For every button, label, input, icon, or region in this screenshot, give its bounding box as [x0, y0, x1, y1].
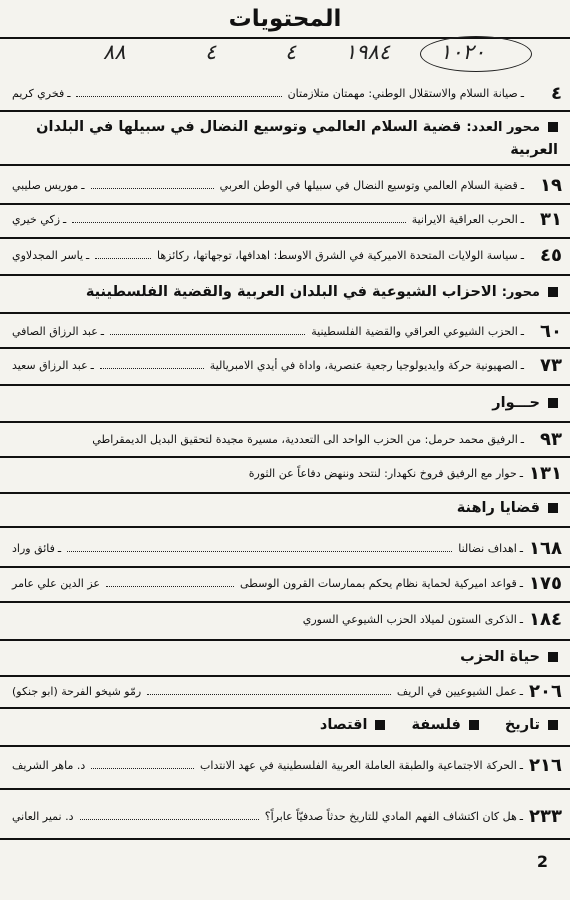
toc-entry[interactable]: ١٩ ـ قضية السلام العالمي وتوسيع النضال في سبيلها في الوطن العربي ـ موريس صليبي [12, 174, 562, 196]
dot-leader [67, 551, 452, 552]
toc-entry[interactable]: ١٦٨ ـ اهداف نضالنا ـ فائق وراد [12, 537, 562, 559]
entry-title: قواعد اميركية لحماية نظام يحكم بممارسات القرون الوسطى [239, 576, 517, 590]
section-divider [0, 675, 570, 677]
handwritten-number: ١٠٢٠ [440, 40, 486, 64]
toc-entry[interactable]: ٢٣٣ ـ هل كان اكتشاف الفهم المادي للتاريخ حدثاً صدفيّاً عابراً؟ د. نمير العاني [12, 805, 562, 827]
entry-page-number: ٢٠٦ [529, 680, 562, 702]
handwritten-circle [420, 36, 532, 72]
entry-author: فخري كريم [12, 86, 65, 100]
toc-entry[interactable]: ١٧٥ ـ قواعد اميركية لحماية نظام يحكم بممارسات القرون الوسطى عز الدين علي عامر [12, 572, 562, 594]
dot-leader [80, 819, 259, 820]
entry-divider [0, 788, 570, 790]
entry-title: الرفيق محمد حرمل: من الحزب الواحد الى التعددية، مسيرة مجيدة لتحقيق البديل الديمقراطي [92, 432, 518, 446]
entry-author: زكي خيري [12, 212, 61, 226]
section-heading: حـــوار [18, 392, 558, 415]
entry-author: د. ماهر الشريف [12, 758, 86, 772]
entry-author: ياسر المجدلاوي [12, 248, 84, 262]
entry-page-number: ٦٠ [540, 320, 562, 342]
section-heading: محور العدد: قضية السلام العالمي وتوسيع النضال في سبيلها في البلدان العربية [36, 119, 558, 158]
entry-divider [0, 347, 570, 349]
entry-page-number: ٤ [551, 82, 562, 104]
dot-leader [91, 188, 214, 189]
entry-page-number: ١٣١ [529, 462, 562, 484]
entry-author: عبد الرزاق سعيد [12, 358, 88, 372]
square-bullet-icon [548, 720, 558, 730]
section-divider [0, 526, 570, 528]
toc-entry[interactable]: ٧٣ ـ الصهيونية حركة وايديولوجيا رجعية عنصرية، واداة في أيدي الامبريالية ـ عبد الرزاق سعيد [12, 354, 562, 376]
entry-page-number: ١٨٤ [529, 608, 562, 630]
entry-author: موريس صليبي [12, 178, 79, 192]
entry-title: الحرب العراقية الايرانية [411, 212, 518, 226]
toc-entry[interactable]: ٣١ ـ الحرب العراقية الايرانية ـ زكي خيري [12, 208, 562, 230]
dot-leader [95, 258, 151, 259]
dot-leader [100, 368, 204, 369]
dot-leader [110, 334, 305, 335]
toc-entry[interactable]: ٢٠٦ ـ عمل الشيوعيين في الريف رمّو شيخو الفرحة (ابو جنكو) [12, 680, 562, 702]
entry-divider [0, 237, 570, 239]
square-bullet-icon [375, 720, 385, 730]
toc-entry[interactable]: ١٣١ ـ حوار مع الرفيق فروخ نكهدار: لنتحد وننهض دفاعاً عن الثورة [248, 462, 562, 484]
toc-entry[interactable]: ٤ ـ صيانة السلام والاستقلال الوطني: مهمتان متلازمتان ـ فخري كريم [12, 82, 562, 104]
footer-divider [0, 838, 570, 840]
entry-title: قضية السلام العالمي وتوسيع النضال في سبيلها في الوطن العربي [219, 178, 518, 192]
toc-entry[interactable]: ٢١٦ ـ الحركة الاجتماعية والطبقة العاملة العربية الفلسطينية في عهد الانتداب د. ماهر الشريف [12, 754, 562, 776]
dot-leader [91, 768, 194, 769]
toc-entry[interactable]: ٦٠ ـ الحزب الشيوعي العراقي والقضية الفلسطينية ـ عبد الرزاق الصافي [12, 320, 562, 342]
entry-divider [0, 203, 570, 205]
entry-page-number: ١٦٨ [529, 537, 562, 559]
handwritten-number: ٤ [285, 40, 297, 64]
entry-title: سياسة الولايات المتحدة الاميركية في الشرق الاوسط: اهدافها، توجهاتها، ركائزها [157, 248, 518, 262]
entry-title: صيانة السلام والاستقلال الوطني: مهمتان متلازمتان [287, 86, 518, 100]
section-divider [0, 274, 570, 276]
entry-title: عمل الشيوعيين في الريف [396, 684, 517, 698]
section-divider [0, 492, 570, 494]
handwritten-number: ١٩٨٤ [345, 40, 391, 64]
dot-leader [147, 694, 391, 695]
section-heading: محور: الاحزاب الشيوعية في البلدان العربية والقضية الفلسطينية [18, 281, 558, 304]
section-divider [0, 639, 570, 641]
square-bullet-icon [548, 122, 558, 132]
entry-author: فائق وراد [12, 541, 55, 555]
entry-divider [0, 456, 570, 458]
handwritten-number: ٨٨ [103, 40, 126, 64]
section-heading: حياة الحزب [18, 646, 558, 669]
entry-page-number: ٢١٦ [529, 754, 562, 776]
entry-page-number: ٩٣ [540, 428, 562, 450]
entry-page-number: ٢٣٣ [529, 805, 562, 827]
square-bullet-icon [548, 503, 558, 513]
entry-title: حوار مع الرفيق فروخ نكهدار: لنتحد وننهض دفاعاً عن الثورة [248, 466, 517, 480]
section-divider [0, 707, 570, 709]
entry-title: الصهيونية حركة وايديولوجيا رجعية عنصرية، واداة في أيدي الامبريالية [209, 358, 518, 372]
square-bullet-icon [548, 398, 558, 408]
entry-page-number: ١٩ [540, 174, 562, 196]
entry-page-number: ٧٣ [540, 354, 562, 376]
entry-divider [0, 566, 570, 568]
entry-author: رمّو شيخو الفرحة (ابو جنكو) [12, 684, 142, 698]
section-divider [0, 110, 570, 112]
section-heading: قضايا راهنة [18, 497, 558, 520]
page-title: المحتويات [228, 6, 342, 32]
toc-entry[interactable]: ٩٣ ـ الرفيق محمد حرمل: من الحزب الواحد الى التعددية، مسيرة مجيدة لتحقيق البديل الديمقراطي [92, 428, 562, 450]
handwritten-annotation [95, 38, 535, 72]
page-number: 2 [536, 852, 548, 871]
entry-title: الذكرى الستون لميلاد الحزب الشيوعي السوري [302, 612, 517, 626]
entry-page-number: ١٧٥ [529, 572, 562, 594]
entry-author: د. نمير العاني [12, 809, 74, 823]
entry-author: عز الدين علي عامر [12, 576, 100, 590]
entry-author: عبد الرزاق الصافي [12, 324, 98, 338]
entry-title: الحزب الشيوعي العراقي والقضية الفلسطينية [311, 324, 518, 338]
entry-title: اهداف نضالنا [458, 541, 517, 555]
section-divider [0, 745, 570, 747]
section-divider [0, 164, 570, 166]
entry-divider [0, 601, 570, 603]
dot-leader [72, 222, 405, 223]
square-bullet-icon [548, 287, 558, 297]
handwritten-number: ٤ [205, 40, 217, 64]
section-divider [0, 384, 570, 386]
square-bullet-icon [548, 652, 558, 662]
toc-entry[interactable]: ١٨٤ ـ الذكرى الستون لميلاد الحزب الشيوعي السوري [302, 608, 562, 630]
toc-entry[interactable]: ٤٥ ـ سياسة الولايات المتحدة الاميركية في الشرق الاوسط: اهدافها، توجهاتها، ركائزها ـ ياسر المجدلاوي [12, 244, 562, 266]
entry-title: الحركة الاجتماعية والطبقة العاملة العربية الفلسطينية في عهد الانتداب [200, 758, 517, 772]
square-bullet-icon [469, 720, 479, 730]
section-divider [0, 421, 570, 423]
section-heading: تاريخ فلسفة اقتصاد [18, 714, 558, 737]
entry-page-number: ٤٥ [540, 244, 562, 266]
dot-leader [106, 586, 234, 587]
section-divider [0, 312, 570, 314]
dot-leader [76, 96, 281, 97]
entry-page-number: ٣١ [540, 208, 562, 230]
entry-title: هل كان اكتشاف الفهم المادي للتاريخ حدثاً صدفيّاً عابراً؟ [264, 809, 517, 823]
